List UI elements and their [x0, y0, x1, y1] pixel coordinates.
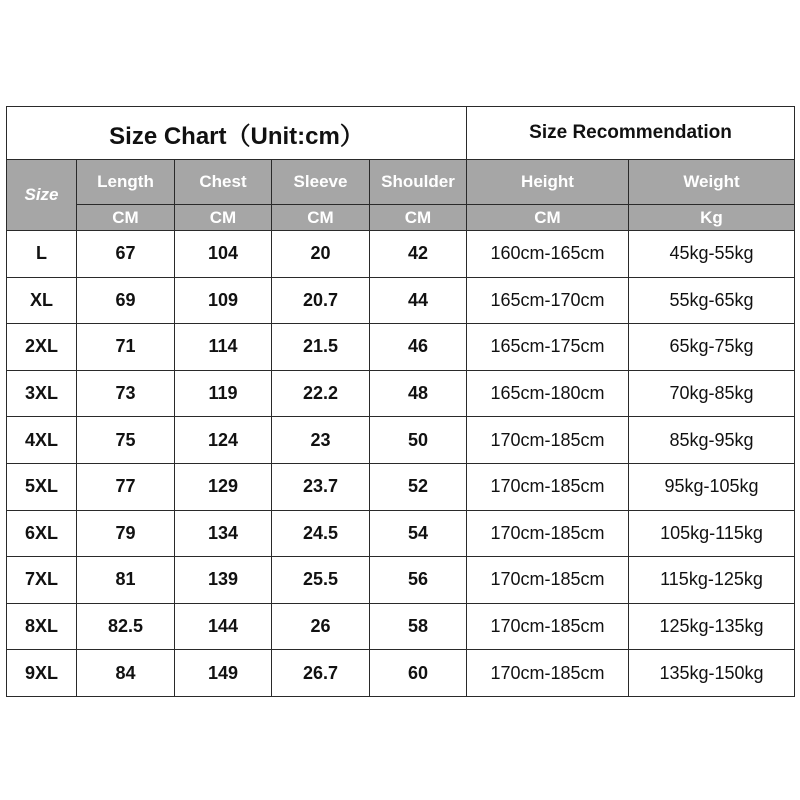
cell-length: 81: [77, 557, 175, 604]
cell-shoulder: 48: [370, 370, 467, 417]
table-row: [7, 603, 795, 650]
cell-length: 84: [77, 650, 175, 697]
unit-length: CM: [77, 205, 175, 231]
cell-weight: 55kg-65kg: [629, 277, 795, 324]
header-chest: Chest: [175, 160, 272, 205]
table-row: [7, 463, 795, 510]
size-recommendation-title: Size Recommendation: [467, 107, 795, 160]
cell-chest: 149: [175, 650, 272, 697]
size-chart-title: Size Chart（Unit:cm）: [7, 107, 467, 160]
cell-sleeve: 21.5: [272, 324, 370, 371]
cell-height: 160cm-165cm: [467, 231, 629, 278]
cell-weight: 65kg-75kg: [629, 324, 795, 371]
cell-height: 165cm-170cm: [467, 277, 629, 324]
unit-height: CM: [467, 205, 629, 231]
cell-weight: 125kg-135kg: [629, 603, 795, 650]
cell-chest: 144: [175, 603, 272, 650]
table-row: [7, 557, 795, 604]
cell-size: 2XL: [7, 324, 77, 371]
cell-chest: 119: [175, 370, 272, 417]
cell-length: 73: [77, 370, 175, 417]
cell-weight: 95kg-105kg: [629, 463, 795, 510]
cell-sleeve: 26: [272, 603, 370, 650]
table-row: [7, 510, 795, 557]
cell-shoulder: 44: [370, 277, 467, 324]
cell-size: 4XL: [7, 417, 77, 464]
cell-sleeve: 20: [272, 231, 370, 278]
cell-weight: 45kg-55kg: [629, 231, 795, 278]
cell-length: 67: [77, 231, 175, 278]
cell-chest: 139: [175, 557, 272, 604]
cell-chest: 109: [175, 277, 272, 324]
cell-length: 79: [77, 510, 175, 557]
cell-height: 170cm-185cm: [467, 557, 629, 604]
unit-sleeve: CM: [272, 205, 370, 231]
cell-weight: 85kg-95kg: [629, 417, 795, 464]
cell-shoulder: 60: [370, 650, 467, 697]
table-row: [7, 370, 795, 417]
cell-height: 170cm-185cm: [467, 603, 629, 650]
unit-shoulder: CM: [370, 205, 467, 231]
cell-length: 69: [77, 277, 175, 324]
cell-chest: 129: [175, 463, 272, 510]
cell-weight: 115kg-125kg: [629, 557, 795, 604]
cell-length: 77: [77, 463, 175, 510]
unit-chest: CM: [175, 205, 272, 231]
unit-weight: Kg: [629, 205, 795, 231]
size-chart-frame: [6, 106, 794, 694]
cell-height: 170cm-185cm: [467, 650, 629, 697]
table-row: [7, 650, 795, 697]
cell-chest: 114: [175, 324, 272, 371]
cell-size: XL: [7, 277, 77, 324]
cell-shoulder: 56: [370, 557, 467, 604]
cell-chest: 134: [175, 510, 272, 557]
cell-height: 165cm-180cm: [467, 370, 629, 417]
cell-weight: 70kg-85kg: [629, 370, 795, 417]
cell-length: 75: [77, 417, 175, 464]
cell-size: 8XL: [7, 603, 77, 650]
cell-sleeve: 20.7: [272, 277, 370, 324]
cell-sleeve: 22.2: [272, 370, 370, 417]
cell-sleeve: 25.5: [272, 557, 370, 604]
cell-sleeve: 23.7: [272, 463, 370, 510]
header-shoulder: Shoulder: [370, 160, 467, 205]
cell-size: 7XL: [7, 557, 77, 604]
cell-height: 170cm-185cm: [467, 463, 629, 510]
cell-size: 5XL: [7, 463, 77, 510]
cell-sleeve: 24.5: [272, 510, 370, 557]
table-row: [7, 417, 795, 464]
header-sleeve: Sleeve: [272, 160, 370, 205]
cell-sleeve: 26.7: [272, 650, 370, 697]
cell-shoulder: 52: [370, 463, 467, 510]
cell-size: 9XL: [7, 650, 77, 697]
title-row: [7, 107, 795, 160]
cell-size: L: [7, 231, 77, 278]
cell-weight: 135kg-150kg: [629, 650, 795, 697]
cell-height: 170cm-185cm: [467, 510, 629, 557]
cell-chest: 124: [175, 417, 272, 464]
header-length: Length: [77, 160, 175, 205]
table-row: [7, 324, 795, 371]
cell-shoulder: 50: [370, 417, 467, 464]
size-chart-table: [6, 106, 795, 697]
cell-shoulder: 54: [370, 510, 467, 557]
header-height: Height: [467, 160, 629, 205]
header-size: Size: [7, 160, 77, 231]
cell-shoulder: 58: [370, 603, 467, 650]
cell-size: 6XL: [7, 510, 77, 557]
cell-size: 3XL: [7, 370, 77, 417]
cell-height: 170cm-185cm: [467, 417, 629, 464]
table-row: [7, 277, 795, 324]
header-weight: Weight: [629, 160, 795, 205]
cell-height: 165cm-175cm: [467, 324, 629, 371]
cell-chest: 104: [175, 231, 272, 278]
unit-row: [7, 205, 795, 231]
header-row: [7, 160, 795, 205]
cell-length: 82.5: [77, 603, 175, 650]
cell-shoulder: 46: [370, 324, 467, 371]
cell-length: 71: [77, 324, 175, 371]
cell-sleeve: 23: [272, 417, 370, 464]
cell-shoulder: 42: [370, 231, 467, 278]
cell-weight: 105kg-115kg: [629, 510, 795, 557]
table-row: [7, 231, 795, 278]
